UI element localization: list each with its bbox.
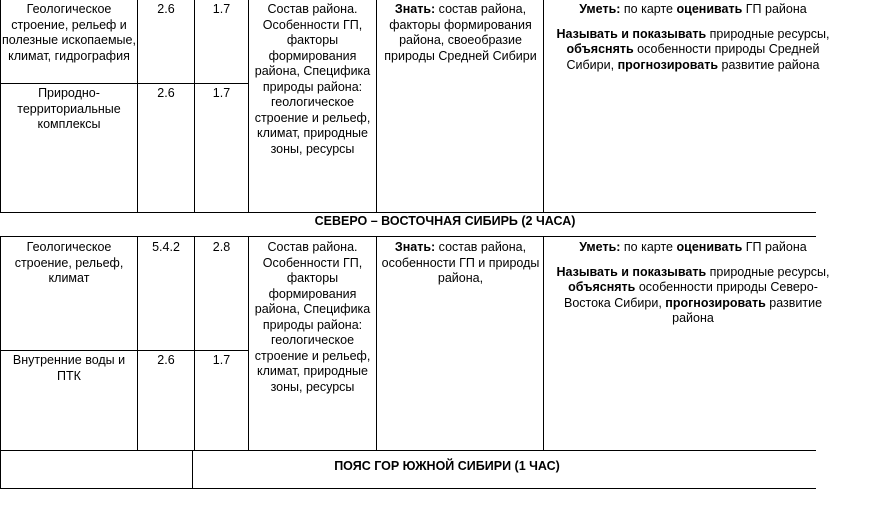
- spacer: [548, 18, 838, 27]
- code1-text: 2.6: [157, 2, 175, 16]
- topic-text: Природно-территориальные комплексы: [17, 86, 121, 131]
- grid-line: [0, 83, 248, 84]
- topic-cell: [2, 86, 136, 133]
- code2-text: 1.7: [212, 353, 231, 367]
- grid-line: [543, 0, 544, 212]
- grid-line: [0, 488, 816, 489]
- grid-line: [0, 236, 816, 237]
- code2-text: 1.7: [212, 2, 231, 16]
- know-cell: [379, 2, 542, 64]
- spacer: [548, 256, 838, 265]
- grid-line: [376, 236, 377, 450]
- code-cell: [195, 86, 248, 102]
- code-cell: [138, 86, 194, 102]
- grid-line: [137, 236, 138, 450]
- content-cell: [251, 240, 374, 395]
- code-cell: [195, 240, 248, 256]
- grid-line: [0, 212, 816, 213]
- code-cell: [138, 2, 194, 18]
- skills-text: ГП района: [742, 2, 807, 16]
- know-cell: [379, 240, 542, 287]
- skills-text: ГП района: [742, 240, 807, 254]
- code-cell: [195, 353, 248, 369]
- grid-line: [376, 0, 377, 212]
- code1-text: 5.4.2: [152, 240, 180, 254]
- skills-text: развитие района: [672, 295, 823, 325]
- skills-text: природные ресурсы,: [706, 26, 830, 41]
- skills-text: по карте: [620, 240, 677, 254]
- code2-text: 2.8: [212, 240, 231, 254]
- grid-line: [248, 0, 249, 212]
- skills-bold: Называть и показывать: [556, 26, 707, 41]
- grid-line: [194, 0, 195, 212]
- skills-cell: [548, 2, 838, 73]
- skills-text: особенности природы Средней Сибири,: [566, 42, 820, 72]
- skills-bold: прогнозировать: [665, 295, 766, 310]
- skills-bold: объяснять: [568, 280, 636, 294]
- content-cell: [251, 2, 374, 157]
- skills-label: Уметь:: [579, 240, 621, 254]
- grid-line: [194, 236, 195, 450]
- skills-text: развитие района: [718, 57, 820, 72]
- topic-cell: [2, 353, 136, 384]
- know-label: Знать:: [394, 2, 436, 16]
- grid-line: [248, 236, 249, 450]
- section-header: [0, 214, 890, 230]
- grid-line: [0, 0, 1, 212]
- skills-bold: Называть и показывать: [556, 264, 707, 279]
- section-header-text: СЕВЕРО – ВОСТОЧНАЯ СИБИРЬ (2 ЧАСА): [314, 214, 576, 228]
- code2-text: 1.7: [212, 86, 231, 100]
- skills-text: по карте: [620, 2, 677, 16]
- content-text: Состав района. Особенности ГП, факторы формирования района, Специфика природы района: геологическое строение и рельеф, климат, природные зоны, ресурсы: [254, 2, 371, 156]
- skills-line-1: [548, 240, 838, 256]
- skills-text: особенности природы Северо- Востока Сибири,: [563, 280, 818, 310]
- skills-line-2: [548, 27, 838, 74]
- know-text: состав района, факторы формирования района, своеобразие природы Средней Сибири: [384, 2, 537, 63]
- skills-text: природные ресурсы,: [706, 264, 830, 279]
- grid-line: [0, 350, 248, 351]
- code-cell: [138, 353, 194, 369]
- code-cell: [195, 2, 248, 18]
- skills-line-1: [548, 2, 838, 18]
- know-text: состав района, особенности ГП и природы района,: [381, 240, 540, 285]
- skills-line-2: [548, 265, 838, 327]
- content-text: Состав района. Особенности ГП, факторы формирования района, Специфика природы района: геологическое строение и рельеф, климат, природные зоны, ресурсы: [254, 240, 371, 394]
- know-label: Знать:: [394, 240, 436, 254]
- grid-line: [543, 236, 544, 450]
- grid-line: [0, 450, 816, 451]
- topic-cell: [2, 2, 136, 64]
- code-cell: [138, 240, 194, 256]
- skills-label: Уметь:: [579, 2, 621, 16]
- skills-bold: объяснять: [566, 42, 634, 56]
- code1-text: 2.6: [157, 86, 175, 100]
- topic-text: Геологическое строение, рельеф, климат: [14, 240, 124, 285]
- topic-cell: [2, 240, 136, 287]
- topic-text: Геологическое строение, рельеф и полезные ископаемые, климат, гидрография: [2, 2, 136, 63]
- section-header-text: ПОЯС ГОР ЮЖНОЙ СИБИРИ (1 ЧАС): [334, 459, 560, 473]
- section-header: [192, 459, 702, 475]
- skills-bold: оценивать: [676, 240, 743, 254]
- code1-text: 2.6: [157, 353, 175, 367]
- skills-cell: [548, 240, 838, 327]
- topic-text: Внутренние воды и ПТК: [12, 353, 126, 383]
- skills-bold: оценивать: [676, 2, 743, 16]
- skills-bold: прогнозировать: [617, 57, 719, 72]
- grid-line: [137, 0, 138, 212]
